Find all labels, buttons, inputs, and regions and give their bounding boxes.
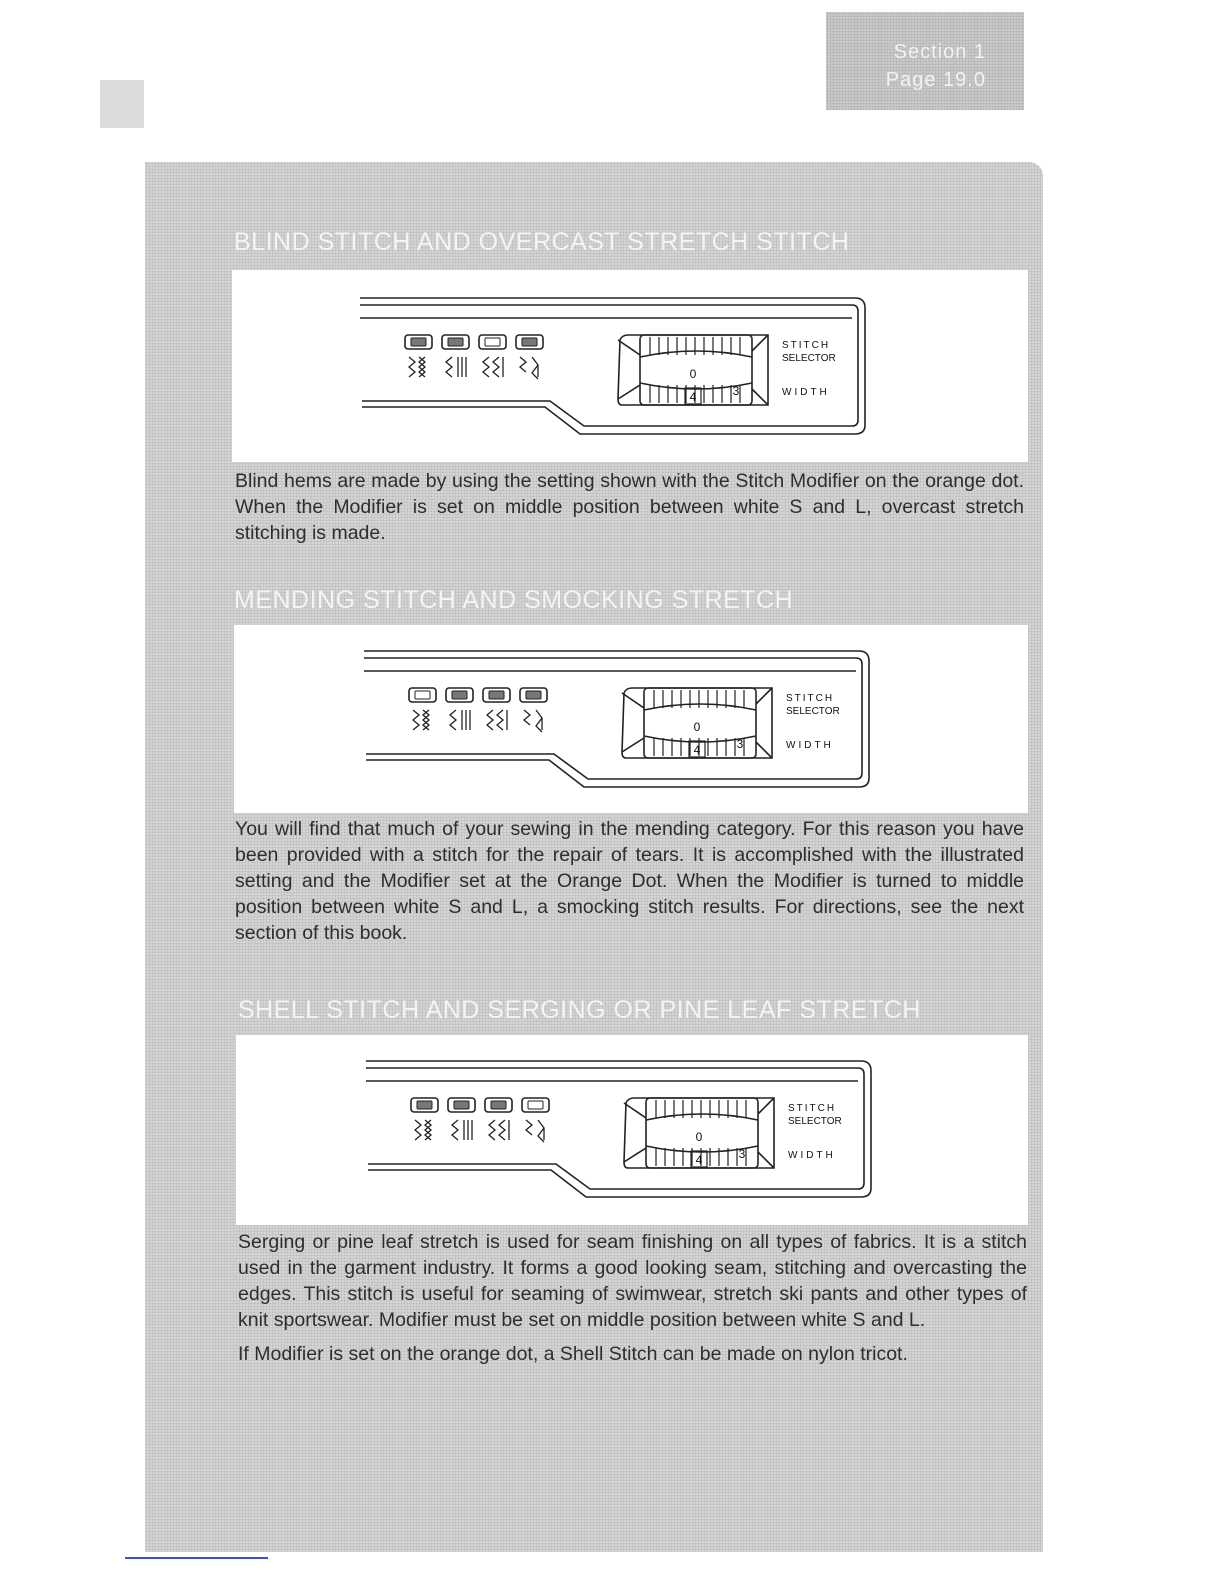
control-panel-figure-2 [234,625,1028,813]
label-selector: SELECTOR [782,353,836,364]
dial-width-4: 4 [689,390,697,404]
button-pressed-indicator [411,338,426,346]
dial-width-3: 3 [736,737,744,751]
control-panel-figure-1 [232,270,1028,462]
paragraph: Blind hems are made by using the setting shown with the Stitch Modifier on the orange dot. When the Modifier is set on middle position between white S and L, overcast stretch stitching is made. [235,470,1024,544]
section-page-tab [826,12,1024,110]
button-pressed-indicator [452,691,467,699]
label-stitch: STITCH [782,340,831,351]
stitch-pattern-icon [413,710,429,730]
button-pressed-indicator [491,1101,506,1109]
paragraph: Serging or pine leaf stretch is used for seam finishing on all types of fabrics. It is a stitch used in the garment industry. It forms a good looking seam, stitching and overcasting the edges. This stitch is useful for seaming of swimwear, stretch ski pants and other types of knit sportswear. Modifier must be set on middle position between white S and L. [238,1231,1027,1331]
stitch-pattern-icon [450,710,470,730]
dial-width-4: 4 [695,1153,703,1167]
button-pressed-indicator [448,338,463,346]
button-pressed-indicator [417,1101,432,1109]
label-selector: SELECTOR [788,1116,842,1127]
dial-zero-mark: 0 [689,367,697,381]
paragraph: If Modifier is set on the orange dot, a Shell Stitch can be made on nylon tricot. [238,1343,908,1365]
stitch-pattern-icon [487,710,507,730]
button-released-indicator [528,1101,543,1109]
stitch-pattern-icon [520,357,538,379]
button-pressed-indicator [526,691,541,699]
label-selector: SELECTOR [786,706,840,717]
stitch-pattern-icon [452,1120,472,1140]
control-panel-figure-3 [236,1035,1028,1225]
section-heading-3: SHELL STITCH AND SERGING OR PINE LEAF STRETCH [238,996,921,1024]
stitch-pattern-icon [526,1120,544,1142]
label-width: WIDTH [788,1150,836,1161]
section-body-2 [235,816,1024,946]
stitch-pattern-icon [524,710,542,732]
dial-width-4: 4 [693,743,701,757]
section-heading-1: BLIND STITCH AND OVERCAST STRETCH STITCH [234,228,850,256]
button-pressed-indicator [489,691,504,699]
section-heading-2: MENDING STITCH AND SMOCKING STRETCH [234,586,794,614]
scan-speckle [100,80,144,128]
section-label: Section 1 [893,41,986,63]
dial-zero-mark: 0 [695,1130,703,1144]
stitch-selector-illustration [366,1058,876,1200]
stitch-pattern-icon [489,1120,509,1140]
button-pressed-indicator [454,1101,469,1109]
dial-width-3: 3 [732,384,740,398]
stitch-pattern-icon [415,1120,431,1140]
stitch-selector-illustration [360,295,870,437]
paragraph: You will find that much of your sewing in the mending category. For this reason you have been provided with a stitch for the repair of tears. It is accomplished with the illustrated setting and the Modifier set at the Orange Dot. When the Modifier is turned to middle position between white S and L, a smocking stitch results. For directions, see the next section of this book. [235,818,1024,944]
button-released-indicator [415,691,430,699]
dial-width-3: 3 [738,1147,746,1161]
control-panel-svg [360,295,870,437]
control-panel-svg [364,648,874,790]
label-width: WIDTH [782,387,830,398]
stitch-selector-illustration [364,648,874,790]
stitch-pattern-icon [409,357,425,377]
section-body-3 [238,1229,1027,1367]
button-pressed-indicator [522,338,537,346]
button-released-indicator [485,338,500,346]
page-label: Page 19.0 [885,69,986,91]
stitch-pattern-icon [483,357,503,377]
stitch-pattern-icon [446,357,466,377]
control-panel-svg [366,1058,876,1200]
dial-zero-mark: 0 [693,720,701,734]
label-stitch: STITCH [786,693,835,704]
label-stitch: STITCH [788,1103,837,1114]
section-body-1 [235,468,1024,546]
label-width: WIDTH [786,740,834,751]
bottom-rule [125,1557,268,1559]
